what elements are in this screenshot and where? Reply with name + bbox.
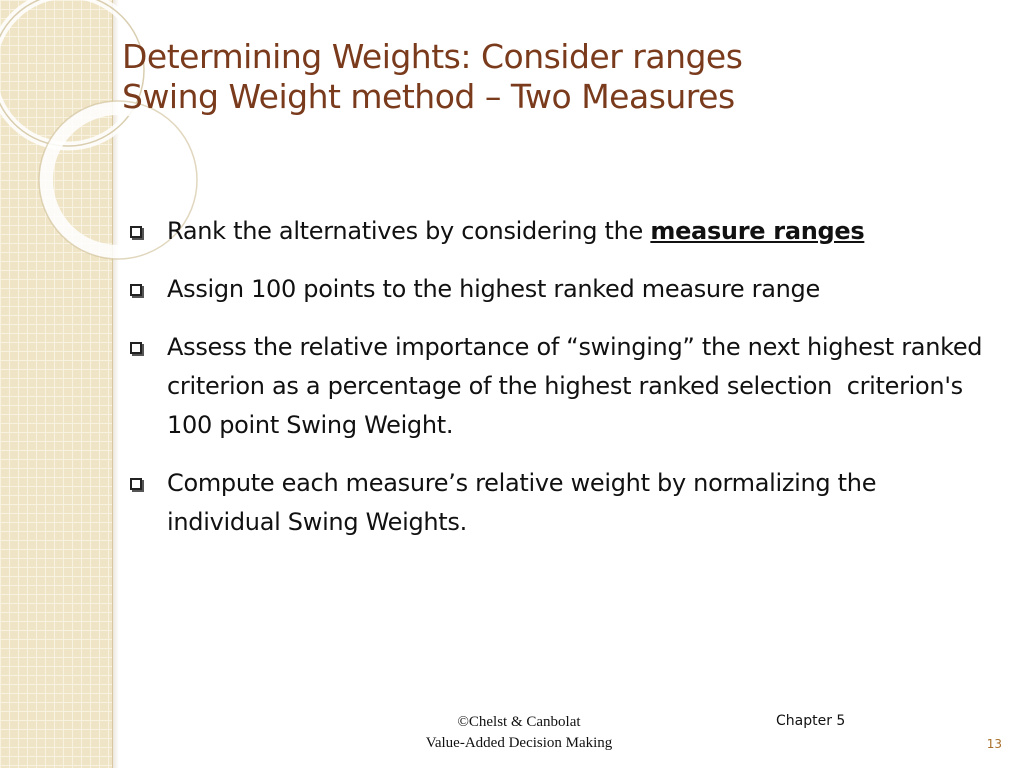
checkbox-bullet-icon [130, 284, 142, 296]
page-number: 13 [986, 737, 1002, 751]
bullet-text: Rank the alternatives by considering the [167, 217, 651, 245]
slide-title [122, 37, 1002, 117]
bullet-emphasis: measure ranges [650, 217, 865, 245]
checkbox-bullet-icon [130, 342, 142, 354]
title-line-2: Swing Weight method – Two Measures [122, 77, 735, 116]
title-line-1: Determining Weights: Consider ranges [122, 37, 743, 76]
footer-book-title: Value-Added Decision Making [425, 735, 613, 751]
bullet-list [126, 212, 996, 561]
bullet-text: Assign 100 points to the highest ranked measure range [167, 275, 820, 303]
bullet-item-assign [126, 270, 996, 309]
footer-copyright: ©Chelst & Canbolat [457, 714, 581, 730]
footer-chapter: Chapter 5 [776, 713, 846, 729]
checkbox-bullet-icon [130, 226, 142, 238]
bullet-item-compute [126, 464, 996, 542]
bullet-text: Compute each measure’s relative weight by normalizing the individual Swing Weights. [167, 469, 877, 536]
footer-credit [404, 712, 634, 754]
bullet-text: Assess the relative importance of “swinging” the next highest ranked criterion as a percentage of the highest ranked selection criterion's 100 point Swing Weight. [167, 333, 990, 439]
checkbox-bullet-icon [130, 478, 142, 490]
bullet-item-assess [126, 328, 996, 445]
bullet-item-rank [126, 212, 996, 251]
